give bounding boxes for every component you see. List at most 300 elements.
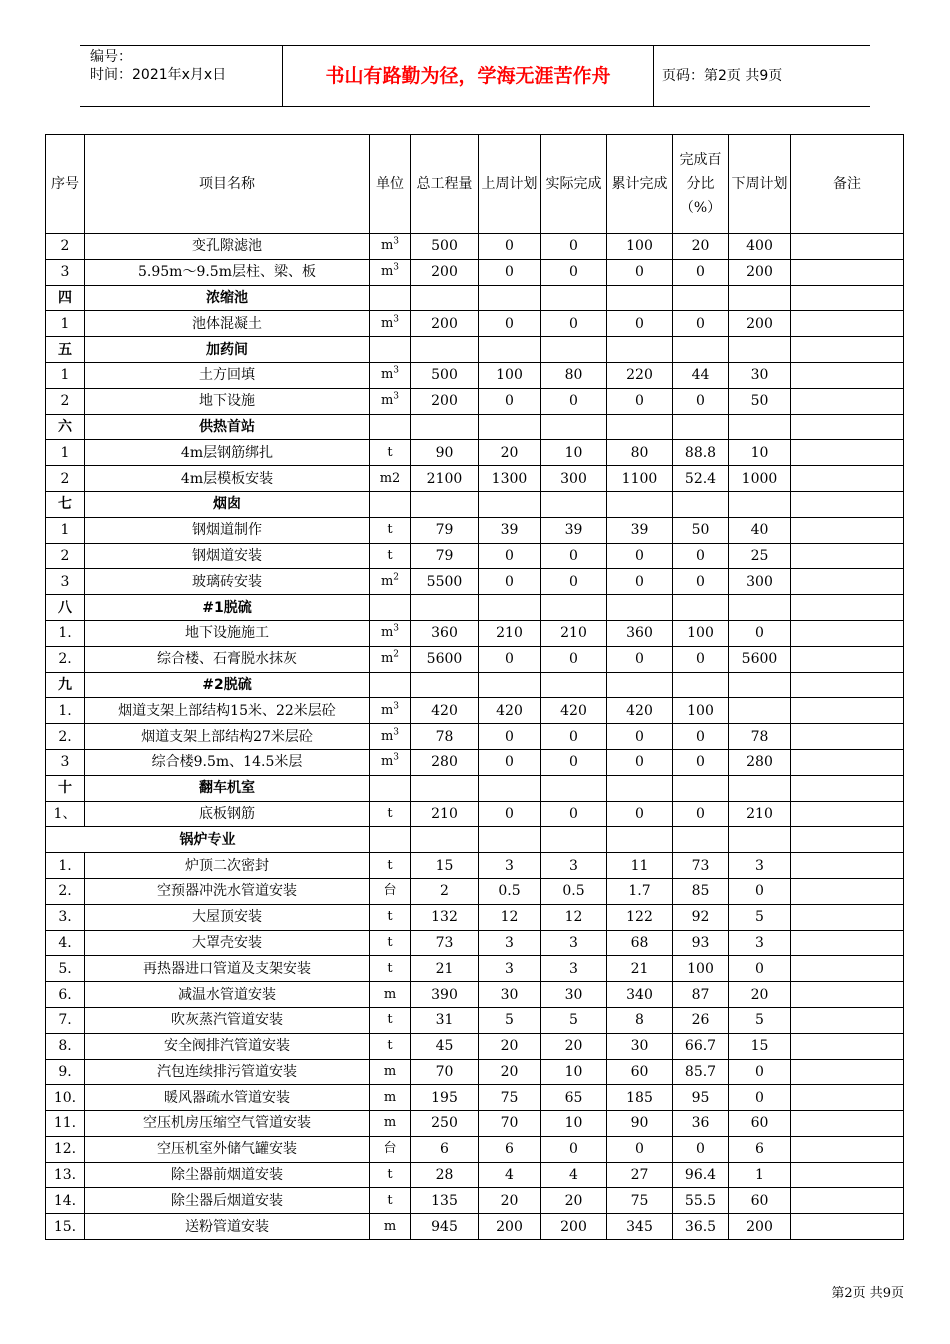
cell-percent bbox=[673, 414, 729, 440]
table-row bbox=[46, 904, 904, 930]
table-row bbox=[46, 724, 904, 750]
cell-unit bbox=[370, 362, 411, 388]
cell-seq: 六 bbox=[46, 414, 85, 440]
cell-total: 390 bbox=[411, 982, 479, 1008]
cell-name: 烟囱 bbox=[85, 491, 370, 517]
unit-text: m bbox=[380, 702, 394, 718]
unit-text: m bbox=[380, 754, 394, 770]
cell-last-plan bbox=[479, 775, 541, 801]
cell-cumulative: 122 bbox=[607, 904, 673, 930]
cell-next-plan bbox=[729, 491, 791, 517]
cell-name: 加药间 bbox=[85, 337, 370, 363]
cell-cumulative: 100 bbox=[607, 234, 673, 260]
cell-actual: 4 bbox=[541, 1162, 607, 1188]
cell-name: 浓缩池 bbox=[85, 285, 370, 311]
cell-name: 变孔隙滤池 bbox=[85, 234, 370, 260]
cell-cumulative: 0 bbox=[607, 801, 673, 827]
cell-cumulative: 11 bbox=[607, 853, 673, 879]
cell-unit bbox=[370, 1136, 411, 1162]
cell-remark bbox=[791, 620, 904, 646]
cell-unit bbox=[370, 466, 411, 492]
cell-last-plan: 200 bbox=[479, 1214, 541, 1240]
column-header-total: 总工程量 bbox=[411, 135, 479, 234]
cell-cumulative bbox=[607, 414, 673, 440]
unit-text: m2 bbox=[379, 470, 401, 486]
cell-percent: 96.4 bbox=[673, 1162, 729, 1188]
cell-seq: 2 bbox=[46, 234, 85, 260]
cell-name: 综合楼、石膏脱水抹灰 bbox=[85, 646, 370, 672]
cell-last-plan: 1300 bbox=[479, 466, 541, 492]
cell-percent: 100 bbox=[673, 698, 729, 724]
cell-next-plan bbox=[729, 698, 791, 724]
cell-actual: 0 bbox=[541, 1136, 607, 1162]
cell-last-plan bbox=[479, 827, 541, 853]
cell-remark bbox=[791, 1162, 904, 1188]
cell-unit bbox=[370, 388, 411, 414]
cell-remark bbox=[791, 1111, 904, 1137]
cell-next-plan: 1000 bbox=[729, 466, 791, 492]
cell-unit bbox=[370, 930, 411, 956]
cell-last-plan bbox=[479, 595, 541, 621]
cell-unit bbox=[370, 672, 411, 698]
cell-total: 210 bbox=[411, 801, 479, 827]
cell-last-plan: 3 bbox=[479, 956, 541, 982]
cell-last-plan bbox=[479, 285, 541, 311]
column-header-cumulative: 累计完成 bbox=[607, 135, 673, 234]
cell-actual: 0 bbox=[541, 311, 607, 337]
cell-cumulative: 75 bbox=[607, 1188, 673, 1214]
unit-text: t bbox=[387, 1012, 393, 1028]
cell-cumulative: 0 bbox=[607, 724, 673, 750]
cell-actual bbox=[541, 595, 607, 621]
cell-last-plan: 75 bbox=[479, 1085, 541, 1111]
column-header-actual: 实际完成 bbox=[541, 135, 607, 234]
cell-unit bbox=[370, 1188, 411, 1214]
cell-percent: 0 bbox=[673, 646, 729, 672]
cell-last-plan: 0 bbox=[479, 234, 541, 260]
cell-seq: 5. bbox=[46, 956, 85, 982]
cell-cumulative: 340 bbox=[607, 982, 673, 1008]
cell-next-plan: 0 bbox=[729, 620, 791, 646]
cell-percent: 85.7 bbox=[673, 1059, 729, 1085]
cell-next-plan: 5 bbox=[729, 1007, 791, 1033]
cell-next-plan bbox=[729, 672, 791, 698]
cell-unit bbox=[370, 1033, 411, 1059]
cell-percent: 100 bbox=[673, 620, 729, 646]
cell-remark bbox=[791, 517, 904, 543]
cell-total: 2100 bbox=[411, 466, 479, 492]
cell-total: 90 bbox=[411, 440, 479, 466]
cell-remark bbox=[791, 285, 904, 311]
cell-seq: 10. bbox=[46, 1085, 85, 1111]
cell-last-plan bbox=[479, 337, 541, 363]
cell-seq: 12. bbox=[46, 1136, 85, 1162]
cell-name: 安全阀排汽管道安装 bbox=[85, 1033, 370, 1059]
unit-text: t bbox=[387, 444, 393, 460]
cell-seq: 3 bbox=[46, 259, 85, 285]
cell-percent: 95 bbox=[673, 1085, 729, 1111]
cell-last-plan: 30 bbox=[479, 982, 541, 1008]
cell-percent: 0 bbox=[673, 749, 729, 775]
cell-remark bbox=[791, 698, 904, 724]
cell-name: 送粉管道安装 bbox=[85, 1214, 370, 1240]
cell-percent: 87 bbox=[673, 982, 729, 1008]
unit-text: m bbox=[383, 1089, 397, 1105]
unit-text: 台 bbox=[383, 883, 397, 899]
unit-text: m bbox=[380, 393, 394, 409]
cell-percent: 88.8 bbox=[673, 440, 729, 466]
cell-remark bbox=[791, 878, 904, 904]
cell-total: 2 bbox=[411, 878, 479, 904]
cell-percent: 36.5 bbox=[673, 1214, 729, 1240]
cell-name: 空压机室外储气罐安装 bbox=[85, 1136, 370, 1162]
cell-seq: 七 bbox=[46, 491, 85, 517]
column-header-seq: 序号 bbox=[46, 135, 85, 234]
cell-total: 31 bbox=[411, 1007, 479, 1033]
cell-actual: 12 bbox=[541, 904, 607, 930]
cell-last-plan: 3 bbox=[479, 853, 541, 879]
unit-text: m bbox=[380, 625, 394, 641]
cell-next-plan: 0 bbox=[729, 878, 791, 904]
cell-total: 5500 bbox=[411, 569, 479, 595]
cell-percent bbox=[673, 285, 729, 311]
cell-next-plan: 210 bbox=[729, 801, 791, 827]
cell-next-plan: 0 bbox=[729, 1085, 791, 1111]
cell-actual: 10 bbox=[541, 1059, 607, 1085]
section-row bbox=[46, 595, 904, 621]
cell-total: 21 bbox=[411, 956, 479, 982]
cell-cumulative: 0 bbox=[607, 388, 673, 414]
cell-cumulative: 0 bbox=[607, 749, 673, 775]
cell-percent: 0 bbox=[673, 569, 729, 595]
cell-next-plan: 10 bbox=[729, 440, 791, 466]
cell-remark bbox=[791, 466, 904, 492]
cell-unit bbox=[370, 956, 411, 982]
table-row bbox=[46, 259, 904, 285]
column-header-remark: 备注 bbox=[791, 135, 904, 234]
cell-next-plan: 5600 bbox=[729, 646, 791, 672]
cell-name: #1脱硫 bbox=[85, 595, 370, 621]
unit-exponent: 3 bbox=[393, 391, 400, 402]
cell-remark bbox=[791, 775, 904, 801]
cell-total: 945 bbox=[411, 1214, 479, 1240]
cell-remark bbox=[791, 801, 904, 827]
column-header-percent: 完成百分比（%） bbox=[673, 135, 729, 234]
cell-seq: 九 bbox=[46, 672, 85, 698]
cell-cumulative: 39 bbox=[607, 517, 673, 543]
column-header-name: 项目名称 bbox=[85, 135, 370, 234]
cell-name: 烟道支架上部结构27米层砼 bbox=[85, 724, 370, 750]
cell-remark bbox=[791, 311, 904, 337]
unit-text: t bbox=[387, 909, 393, 925]
cell-seq: 3 bbox=[46, 569, 85, 595]
cell-percent: 73 bbox=[673, 853, 729, 879]
cell-seq: 十 bbox=[46, 775, 85, 801]
cell-seq: 2 bbox=[46, 543, 85, 569]
cell-last-plan: 39 bbox=[479, 517, 541, 543]
cell-cumulative bbox=[607, 827, 673, 853]
cell-actual: 420 bbox=[541, 698, 607, 724]
cell-total bbox=[411, 775, 479, 801]
cell-cumulative: 0 bbox=[607, 543, 673, 569]
section-row bbox=[46, 775, 904, 801]
cell-remark bbox=[791, 491, 904, 517]
cell-seq: 13. bbox=[46, 1162, 85, 1188]
cell-remark bbox=[791, 853, 904, 879]
cell-last-plan: 0 bbox=[479, 646, 541, 672]
cell-last-plan: 0 bbox=[479, 569, 541, 595]
cell-cumulative bbox=[607, 595, 673, 621]
cell-last-plan: 0 bbox=[479, 749, 541, 775]
header-page-info: 页码：第2页 共9页 bbox=[662, 68, 783, 84]
cell-last-plan: 4 bbox=[479, 1162, 541, 1188]
cell-last-plan bbox=[479, 672, 541, 698]
cell-percent bbox=[673, 595, 729, 621]
cell-next-plan: 200 bbox=[729, 311, 791, 337]
table-row bbox=[46, 388, 904, 414]
cell-percent: 50 bbox=[673, 517, 729, 543]
unit-text: m bbox=[383, 1063, 397, 1079]
cell-last-plan: 0 bbox=[479, 388, 541, 414]
cell-remark bbox=[791, 1007, 904, 1033]
unit-text: m bbox=[383, 986, 397, 1002]
table-row bbox=[46, 517, 904, 543]
cell-actual bbox=[541, 337, 607, 363]
table-row bbox=[46, 1136, 904, 1162]
cell-remark bbox=[791, 1188, 904, 1214]
unit-exponent: 3 bbox=[393, 753, 400, 763]
section-row bbox=[46, 491, 904, 517]
cell-total bbox=[411, 672, 479, 698]
table-row bbox=[46, 1033, 904, 1059]
cell-unit bbox=[370, 1007, 411, 1033]
cell-total bbox=[411, 827, 479, 853]
cell-percent: 92 bbox=[673, 904, 729, 930]
cell-last-plan bbox=[479, 414, 541, 440]
progress-table bbox=[45, 134, 904, 1240]
cell-cumulative: 360 bbox=[607, 620, 673, 646]
cell-unit bbox=[370, 698, 411, 724]
cell-last-plan: 3 bbox=[479, 930, 541, 956]
cell-seq: 6. bbox=[46, 982, 85, 1008]
cell-remark bbox=[791, 827, 904, 853]
cell-seq: 2 bbox=[46, 466, 85, 492]
cell-percent: 93 bbox=[673, 930, 729, 956]
cell-total: 70 bbox=[411, 1059, 479, 1085]
cell-seq: 7. bbox=[46, 1007, 85, 1033]
cell-actual: 0 bbox=[541, 801, 607, 827]
header-meta bbox=[90, 48, 286, 106]
unit-exponent: 3 bbox=[393, 262, 400, 273]
cell-name: 地下设施施工 bbox=[85, 620, 370, 646]
cell-name: 炉顶二次密封 bbox=[85, 853, 370, 879]
cell-next-plan: 60 bbox=[729, 1188, 791, 1214]
cell-name: 大屋顶安装 bbox=[85, 904, 370, 930]
cell-name: #2脱硫 bbox=[85, 672, 370, 698]
cell-percent bbox=[673, 827, 729, 853]
column-header-last-plan: 上周计划 bbox=[479, 135, 541, 234]
cell-percent: 0 bbox=[673, 724, 729, 750]
table-row bbox=[46, 956, 904, 982]
cell-cumulative: 68 bbox=[607, 930, 673, 956]
cell-cumulative: 21 bbox=[607, 956, 673, 982]
cell-remark bbox=[791, 982, 904, 1008]
cell-unit bbox=[370, 234, 411, 260]
unit-text: t bbox=[387, 547, 393, 563]
cell-cumulative: 8 bbox=[607, 1007, 673, 1033]
cell-next-plan: 280 bbox=[729, 749, 791, 775]
cell-total: 200 bbox=[411, 311, 479, 337]
section-row bbox=[46, 285, 904, 311]
cell-unit bbox=[370, 646, 411, 672]
cell-seq: 11. bbox=[46, 1111, 85, 1137]
cell-unit bbox=[370, 620, 411, 646]
cell-actual: 39 bbox=[541, 517, 607, 543]
cell-last-plan: 0 bbox=[479, 724, 541, 750]
cell-actual bbox=[541, 414, 607, 440]
cell-percent: 0 bbox=[673, 388, 729, 414]
cell-cumulative bbox=[607, 491, 673, 517]
cell-name: 减温水管道安装 bbox=[85, 982, 370, 1008]
cell-remark bbox=[791, 259, 904, 285]
unit-text: m bbox=[380, 367, 394, 383]
cell-next-plan: 78 bbox=[729, 724, 791, 750]
cell-cumulative: 0 bbox=[607, 569, 673, 595]
section-row bbox=[46, 414, 904, 440]
cell-name: 地下设施 bbox=[85, 388, 370, 414]
cell-seq: 15. bbox=[46, 1214, 85, 1240]
cell-unit bbox=[370, 775, 411, 801]
cell-total: 78 bbox=[411, 724, 479, 750]
cell-seq: 8. bbox=[46, 1033, 85, 1059]
cell-actual: 300 bbox=[541, 466, 607, 492]
cell-seq: 1. bbox=[46, 853, 85, 879]
cell-actual: 3 bbox=[541, 930, 607, 956]
cell-name: 大罩壳安装 bbox=[85, 930, 370, 956]
cell-next-plan bbox=[729, 775, 791, 801]
cell-next-plan bbox=[729, 595, 791, 621]
cell-last-plan bbox=[479, 491, 541, 517]
cell-percent: 85 bbox=[673, 878, 729, 904]
cell-cumulative: 185 bbox=[607, 1085, 673, 1111]
cell-cumulative bbox=[607, 285, 673, 311]
cell-remark bbox=[791, 440, 904, 466]
cell-total: 195 bbox=[411, 1085, 479, 1111]
cell-actual: 0.5 bbox=[541, 878, 607, 904]
cell-remark bbox=[791, 749, 904, 775]
cell-unit bbox=[370, 491, 411, 517]
cell-total bbox=[411, 337, 479, 363]
table-row bbox=[46, 1059, 904, 1085]
cell-actual: 210 bbox=[541, 620, 607, 646]
cell-actual: 0 bbox=[541, 646, 607, 672]
cell-cumulative: 60 bbox=[607, 1059, 673, 1085]
cell-actual: 0 bbox=[541, 543, 607, 569]
table-row bbox=[46, 234, 904, 260]
table-row bbox=[46, 620, 904, 646]
cell-seq: 3 bbox=[46, 749, 85, 775]
cell-seq: 2. bbox=[46, 646, 85, 672]
table-row bbox=[46, 801, 904, 827]
table-header-row bbox=[46, 135, 904, 234]
cell-unit bbox=[370, 569, 411, 595]
cell-total: 200 bbox=[411, 388, 479, 414]
cell-remark bbox=[791, 904, 904, 930]
cell-last-plan: 0 bbox=[479, 801, 541, 827]
cell-cumulative: 0 bbox=[607, 311, 673, 337]
cell-name: 吹灰蒸汽管道安装 bbox=[85, 1007, 370, 1033]
cell-name: 除尘器前烟道安装 bbox=[85, 1162, 370, 1188]
cell-next-plan: 400 bbox=[729, 234, 791, 260]
header-divider bbox=[653, 46, 654, 106]
cell-percent: 26 bbox=[673, 1007, 729, 1033]
unit-text: m bbox=[383, 1218, 397, 1234]
table-row bbox=[46, 1085, 904, 1111]
cell-next-plan: 3 bbox=[729, 853, 791, 879]
unit-text: t bbox=[387, 1167, 393, 1183]
cell-actual: 3 bbox=[541, 853, 607, 879]
cell-percent: 20 bbox=[673, 234, 729, 260]
cell-seq: 9. bbox=[46, 1059, 85, 1085]
cell-seq: 1. bbox=[46, 620, 85, 646]
cell-cumulative: 345 bbox=[607, 1214, 673, 1240]
cell-seq: 14. bbox=[46, 1188, 85, 1214]
cell-percent: 44 bbox=[673, 362, 729, 388]
unit-text: t bbox=[387, 805, 393, 821]
cell-actual: 20 bbox=[541, 1188, 607, 1214]
unit-exponent: 3 bbox=[393, 727, 400, 738]
cell-remark bbox=[791, 1085, 904, 1111]
cell-name: 5.95m～9.5m层柱、梁、板 bbox=[85, 259, 370, 285]
cell-percent: 66.7 bbox=[673, 1033, 729, 1059]
cell-next-plan: 40 bbox=[729, 517, 791, 543]
cell-unit bbox=[370, 337, 411, 363]
table-row bbox=[46, 362, 904, 388]
cell-remark bbox=[791, 956, 904, 982]
cell-actual: 0 bbox=[541, 259, 607, 285]
cell-name: 钢烟道制作 bbox=[85, 517, 370, 543]
cell-last-plan: 12 bbox=[479, 904, 541, 930]
cell-unit bbox=[370, 853, 411, 879]
unit-text: 台 bbox=[383, 1141, 397, 1157]
cell-actual: 0 bbox=[541, 749, 607, 775]
cell-unit bbox=[370, 285, 411, 311]
cell-percent: 55.5 bbox=[673, 1188, 729, 1214]
cell-remark bbox=[791, 337, 904, 363]
cell-seq: 四 bbox=[46, 285, 85, 311]
cell-unit bbox=[370, 414, 411, 440]
cell-seq: 2 bbox=[46, 388, 85, 414]
table-row bbox=[46, 1162, 904, 1188]
cell-unit bbox=[370, 440, 411, 466]
cell-unit bbox=[370, 517, 411, 543]
cell-name: 翻车机室 bbox=[85, 775, 370, 801]
unit-exponent: 2 bbox=[393, 572, 400, 583]
cell-unit bbox=[370, 1085, 411, 1111]
cell-remark bbox=[791, 1059, 904, 1085]
cell-remark bbox=[791, 672, 904, 698]
cell-actual bbox=[541, 672, 607, 698]
cell-actual bbox=[541, 491, 607, 517]
cell-unit bbox=[370, 904, 411, 930]
table-body bbox=[46, 234, 904, 1240]
cell-total: 200 bbox=[411, 259, 479, 285]
cell-last-plan: 20 bbox=[479, 1033, 541, 1059]
unit-text: t bbox=[387, 857, 393, 873]
cell-next-plan: 50 bbox=[729, 388, 791, 414]
cell-name: 4m层模板安装 bbox=[85, 466, 370, 492]
cell-last-plan: 0 bbox=[479, 259, 541, 285]
